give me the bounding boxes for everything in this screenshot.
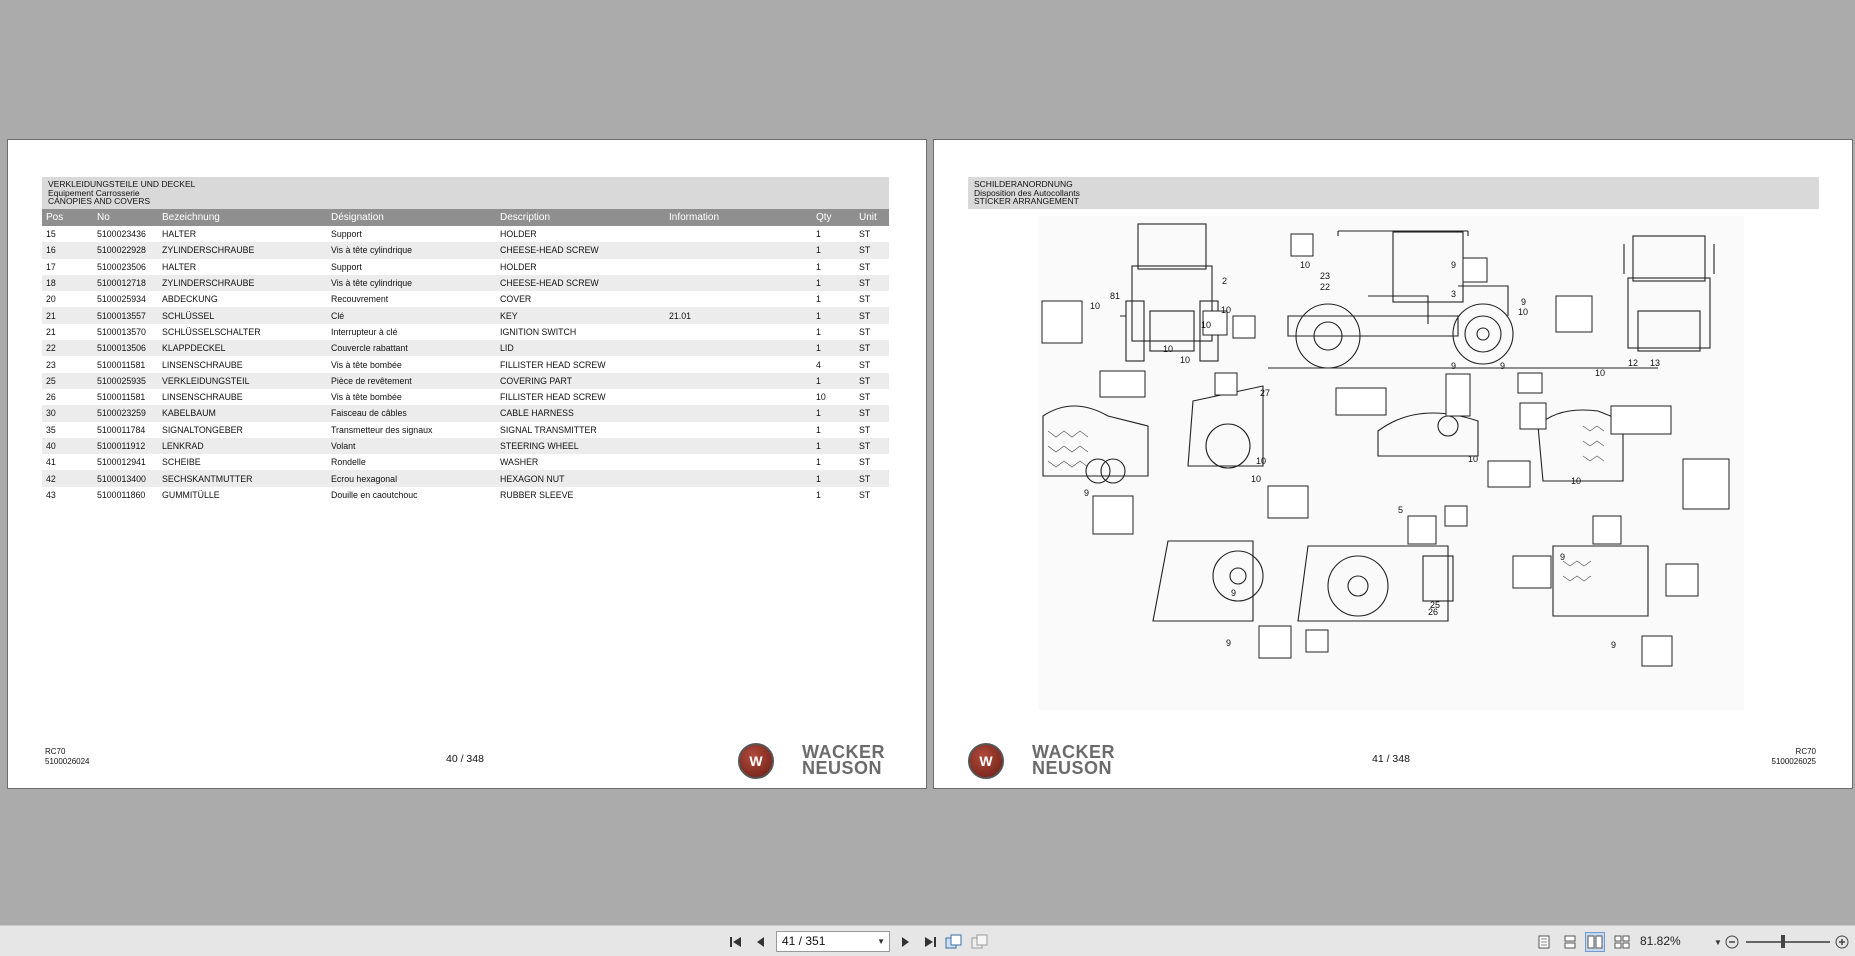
- section-header: [968, 177, 1819, 209]
- cell-designation: Support: [331, 261, 362, 272]
- cell-designation: Volant: [327, 438, 496, 454]
- table-header-row: [42, 209, 889, 226]
- cell-information: [665, 226, 812, 242]
- cell-qty: 4: [816, 359, 821, 370]
- cell-no: 5100012718: [93, 275, 158, 291]
- cell-bezeichnung: SCHLÜSSELSCHALTER: [162, 326, 261, 337]
- callout-label: 9: [1451, 260, 1457, 270]
- sticker-arrangement-drawing: [1038, 216, 1744, 710]
- cell-description: HOLDER: [500, 261, 537, 272]
- cell-no: 5100011912: [93, 438, 158, 454]
- callout-label: 10: [1300, 260, 1311, 270]
- logo-line-2: NEUSON: [1032, 758, 1113, 778]
- callout-label: 10: [1090, 301, 1101, 311]
- cell-no: 5100011784: [97, 424, 146, 435]
- callout-label: 25: [1430, 600, 1441, 610]
- cell-unit: ST: [859, 424, 871, 435]
- cell-description: STEERING WHEEL: [496, 438, 665, 454]
- callout-label: 10: [1201, 320, 1212, 330]
- cell-designation: Transmetteur des signaux: [331, 424, 433, 435]
- cell-designation: Interrupteur à clé: [331, 326, 398, 337]
- cell-bezeichnung: HALTER: [162, 261, 197, 272]
- cell-no: 5100011581: [97, 359, 146, 370]
- dropdown-arrow-icon[interactable]: ▼: [877, 937, 885, 946]
- cell-unit: ST: [855, 373, 889, 389]
- cell-description: RUBBER SLEEVE: [500, 489, 574, 500]
- cell-unit: ST: [859, 392, 871, 403]
- cell-designation: Rondelle: [331, 457, 366, 468]
- cell-information: [665, 405, 812, 421]
- callout-label: 10: [1571, 476, 1582, 486]
- zoom-dropdown-icon[interactable]: ▼: [1714, 937, 1722, 947]
- cell-no: 5100023506: [97, 261, 146, 272]
- col-no: No: [93, 209, 158, 226]
- cell-bezeichnung: SCHEIBE: [162, 457, 201, 468]
- cell-no: 5100023436: [97, 229, 146, 240]
- callout-label: 9: [1084, 488, 1090, 498]
- first-page-icon[interactable]: [726, 932, 746, 952]
- cell-information: [665, 259, 812, 275]
- cell-bezeichnung: LENKRAD: [158, 438, 327, 454]
- table-row: [42, 275, 889, 291]
- table-row: [42, 291, 889, 307]
- cell-pos: 20: [46, 294, 56, 305]
- cell-bezeichnung: LINSENSCHRAUBE: [162, 392, 243, 403]
- cell-information: [665, 422, 812, 438]
- logo-line-1: WACKER: [802, 742, 885, 762]
- next-page-icon[interactable]: [896, 932, 916, 952]
- table-row: [42, 356, 889, 372]
- cell-no: 5100013570: [97, 326, 146, 337]
- cell-designation: Ecrou hexagonal: [327, 470, 496, 486]
- cell-no: 5100013506: [93, 340, 158, 356]
- logo-emblem-icon: [738, 743, 774, 779]
- cell-description: CABLE HARNESS: [496, 405, 665, 421]
- callout-label: 2: [1222, 276, 1228, 286]
- header-line-en: STICKER ARRANGEMENT: [974, 196, 1079, 207]
- page-number: 41 / 348: [1372, 753, 1410, 765]
- table-row: [42, 389, 889, 405]
- cell-pos: 17: [46, 261, 56, 272]
- cell-no: 5100012941: [97, 457, 146, 468]
- cell-pos: 42: [42, 470, 93, 486]
- cell-description: HEXAGON NUT: [496, 470, 665, 486]
- cell-bezeichnung: SIGNALTONGEBER: [162, 424, 243, 435]
- cell-unit: ST: [859, 457, 871, 468]
- cell-unit: ST: [855, 307, 889, 323]
- callout-label: 81: [1110, 291, 1121, 301]
- cell-qty: 1: [816, 261, 821, 272]
- cell-designation: Pièce de revêtement: [327, 373, 496, 389]
- callout-label: 12: [1628, 358, 1639, 368]
- cell-qty: 1: [816, 229, 821, 240]
- wacker-neuson-logo: [738, 741, 888, 783]
- model-name: RC70: [45, 747, 66, 756]
- cell-pos: 43: [46, 489, 56, 500]
- cell-bezeichnung: GUMMITÜLLE: [162, 489, 220, 500]
- cell-pos: 40: [42, 438, 93, 454]
- header-line-de: VERKLEIDUNGSTEILE UND DECKEL: [48, 179, 196, 189]
- cell-bezeichnung: VERKLEIDUNGSTEIL: [158, 373, 327, 389]
- cell-pos: 35: [46, 424, 56, 435]
- cell-pos: 25: [42, 373, 93, 389]
- parts-table-body: [42, 226, 889, 503]
- cell-description: LID: [496, 340, 665, 356]
- col-qty: Qty: [812, 209, 855, 226]
- cell-no: 5100013557: [93, 307, 158, 323]
- zoom-level[interactable]: 81.82%: [1640, 934, 1681, 948]
- prev-page-icon[interactable]: [750, 932, 770, 952]
- cell-qty: 1: [812, 470, 855, 486]
- cell-bezeichnung: ZYLINDERSCHRAUBE: [158, 242, 327, 258]
- cell-description: SIGNAL TRANSMITTER: [500, 424, 597, 435]
- cell-pos: 41: [46, 457, 56, 468]
- zoom-out-icon[interactable]: [1722, 932, 1742, 952]
- cell-no: 5100011860: [97, 489, 146, 500]
- cell-pos: 21: [42, 307, 93, 323]
- callout-label: 10: [1256, 456, 1267, 466]
- cell-designation: Clé: [327, 307, 496, 323]
- cell-unit: ST: [855, 340, 889, 356]
- col-description: Description: [496, 209, 665, 226]
- left-page: [7, 139, 927, 789]
- header-line-fr: Equipement Carrosserie: [48, 187, 140, 198]
- callout-label: 10: [1163, 344, 1174, 354]
- callout-label: 10: [1518, 307, 1529, 317]
- cell-qty: 1: [812, 340, 855, 356]
- cell-information: [665, 291, 812, 307]
- cell-qty: 1: [812, 307, 855, 323]
- callout-label: 13: [1650, 358, 1661, 368]
- doc-number: 5100026025: [1771, 756, 1816, 766]
- cell-bezeichnung: KLAPPDECKEL: [158, 340, 327, 356]
- callout-label: 9: [1500, 361, 1506, 371]
- table-row: [42, 242, 889, 258]
- table-row: [42, 307, 889, 323]
- footer-model-info: [45, 747, 90, 766]
- cell-information: [665, 356, 812, 372]
- table-row: [42, 470, 889, 486]
- cell-bezeichnung: SCHLÜSSEL: [158, 307, 327, 323]
- cell-description: FILLISTER HEAD SCREW: [500, 392, 606, 403]
- cell-qty: 1: [816, 489, 821, 500]
- cell-information: [665, 438, 812, 454]
- cell-unit: ST: [855, 275, 889, 291]
- cell-information: [665, 470, 812, 486]
- cell-unit: ST: [859, 229, 871, 240]
- cell-qty: 1: [812, 275, 855, 291]
- cell-information: [665, 340, 812, 356]
- col-pos: Pos: [42, 209, 93, 226]
- cell-unit: ST: [855, 438, 889, 454]
- cell-information: [665, 242, 812, 258]
- cell-no: 5100013400: [93, 470, 158, 486]
- cell-qty: 10: [816, 392, 826, 403]
- cell-description: CHEESE-HEAD SCREW: [496, 242, 665, 258]
- cell-qty: 1: [816, 294, 821, 305]
- cell-bezeichnung: LINSENSCHRAUBE: [162, 359, 243, 370]
- col-information: Information: [665, 209, 812, 226]
- cell-information: [665, 324, 812, 340]
- paste-page-icon[interactable]: [970, 932, 990, 952]
- page-number-field[interactable]: [776, 931, 890, 952]
- cell-description: KEY: [496, 307, 665, 323]
- cell-unit: ST: [859, 294, 871, 305]
- cell-description: WASHER: [500, 457, 539, 468]
- callout-label: 10: [1221, 305, 1232, 315]
- cell-bezeichnung: SECHSKANTMUTTER: [158, 470, 327, 486]
- callout-label: 3: [1451, 289, 1457, 299]
- page-number: 40 / 348: [446, 753, 484, 765]
- wacker-neuson-logo: [968, 741, 1118, 783]
- col-unit: Unit: [855, 209, 889, 226]
- callout-label: 9: [1226, 638, 1232, 648]
- cell-information: [665, 389, 812, 405]
- cell-pos: 23: [46, 359, 56, 370]
- table-row: [42, 340, 889, 356]
- callout-label: 27: [1260, 388, 1271, 398]
- callout-label: 23: [1320, 271, 1331, 281]
- cell-no: 5100022928: [93, 242, 158, 258]
- cell-information: [665, 487, 812, 503]
- header-line-en: CANOPIES AND COVERS: [48, 196, 151, 207]
- parts-table: [42, 209, 889, 503]
- cell-pos: 21: [46, 326, 56, 337]
- table-row: [42, 454, 889, 470]
- cell-unit: ST: [855, 470, 889, 486]
- logo-line-2: NEUSON: [802, 758, 883, 778]
- table-row: [42, 422, 889, 438]
- two-page-continuous-icon[interactable]: [1612, 932, 1632, 952]
- continuous-view-icon[interactable]: [1560, 932, 1580, 952]
- cell-no: 5100025935: [93, 373, 158, 389]
- cell-description: CHEESE-HEAD SCREW: [496, 275, 665, 291]
- cell-bezeichnung: HALTER: [162, 229, 197, 240]
- cell-description: FILLISTER HEAD SCREW: [500, 359, 606, 370]
- callout-label: 9: [1521, 297, 1527, 307]
- callout-label: 9: [1611, 640, 1617, 650]
- right-page: [933, 139, 1853, 789]
- cell-designation: Faisceau de câbles: [327, 405, 496, 421]
- cell-qty: 1: [812, 405, 855, 421]
- table-row: [42, 373, 889, 389]
- cell-unit: ST: [859, 489, 871, 500]
- callout-label: 9: [1451, 361, 1457, 371]
- col-bezeichnung: Bezeichnung: [158, 209, 327, 226]
- cell-unit: ST: [859, 359, 871, 370]
- cell-bezeichnung: KABELBAUM: [158, 405, 327, 421]
- zoom-slider-track[interactable]: [1746, 941, 1830, 943]
- col-designation: Désignation: [327, 209, 496, 226]
- cell-information: [665, 454, 812, 470]
- cell-designation: Couvercle rabattant: [327, 340, 496, 356]
- cell-no: 5100011581: [97, 392, 146, 403]
- cell-qty: 1: [816, 424, 821, 435]
- cell-information: [665, 275, 812, 291]
- table-row: [42, 438, 889, 454]
- cell-designation: Vis à tête bombée: [331, 359, 402, 370]
- cell-designation: Support: [331, 229, 362, 240]
- single-page-view-icon[interactable]: [1534, 932, 1554, 952]
- callout-label: 10: [1468, 454, 1479, 464]
- callout-label: 5: [1398, 505, 1404, 515]
- cell-unit: ST: [859, 261, 871, 272]
- callout-label: 10: [1251, 474, 1262, 484]
- table-row: [42, 405, 889, 421]
- callout-label: 10: [1180, 355, 1191, 365]
- cell-description: COVER: [500, 294, 532, 305]
- table-row: [42, 259, 889, 275]
- cell-description: COVERING PART: [496, 373, 665, 389]
- viewer-toolbar: [0, 925, 1855, 956]
- section-header: [42, 177, 889, 209]
- cell-pos: 22: [42, 340, 93, 356]
- table-row: [42, 487, 889, 503]
- callout-label: 22: [1320, 282, 1331, 292]
- footer-model-info: [1772, 747, 1817, 766]
- cell-unit: ST: [855, 242, 889, 258]
- zoom-slider-handle[interactable]: [1781, 935, 1785, 948]
- callout-label: 9: [1231, 588, 1237, 598]
- header-line-de: SCHILDERANORDNUNG: [974, 179, 1073, 189]
- page-number-value: 41 / 351: [782, 934, 826, 948]
- copy-page-icon[interactable]: [944, 932, 964, 952]
- cell-information: [665, 373, 812, 389]
- cell-unit: ST: [859, 326, 871, 337]
- cell-qty: 1: [812, 242, 855, 258]
- cell-pos: 26: [46, 392, 56, 403]
- doc-number: 5100026024: [45, 756, 90, 766]
- model-name: RC70: [1795, 747, 1816, 756]
- cell-pos: 15: [46, 229, 56, 240]
- cell-no: 5100023259: [93, 405, 158, 421]
- cell-no: 5100025934: [97, 294, 146, 305]
- cell-pos: 18: [42, 275, 93, 291]
- callout-label: 26: [1428, 607, 1439, 617]
- cell-designation: Vis à tête cylindrique: [327, 242, 496, 258]
- cell-designation: Vis à tête bombée: [331, 392, 402, 403]
- cell-bezeichnung: ABDECKUNG: [162, 294, 218, 305]
- cell-qty: 1: [816, 326, 821, 337]
- cell-qty: 1: [816, 457, 821, 468]
- logo-line-1: WACKER: [1032, 742, 1115, 762]
- cell-unit: ST: [855, 405, 889, 421]
- callout-label: 10: [1595, 368, 1606, 378]
- zoom-in-icon[interactable]: [1832, 932, 1852, 952]
- cell-description: HOLDER: [500, 229, 537, 240]
- header-line-fr: Disposition des Autocollants: [974, 187, 1080, 198]
- cell-designation: Recouvrement: [331, 294, 389, 305]
- last-page-icon[interactable]: [920, 932, 940, 952]
- cell-pos: 30: [42, 405, 93, 421]
- logo-emblem-icon: [968, 743, 1004, 779]
- cell-designation: Vis à tête cylindrique: [327, 275, 496, 291]
- two-page-view-icon[interactable]: [1585, 932, 1605, 952]
- cell-description: IGNITION SWITCH: [500, 326, 577, 337]
- cell-qty: 1: [812, 373, 855, 389]
- table-row: [42, 226, 889, 242]
- cell-bezeichnung: ZYLINDERSCHRAUBE: [158, 275, 327, 291]
- cell-designation: Douille en caoutchouc: [331, 489, 418, 500]
- callout-label: 9: [1560, 552, 1566, 562]
- cell-information: 21.01: [665, 307, 812, 323]
- table-row: [42, 324, 889, 340]
- cell-qty: 1: [812, 438, 855, 454]
- cell-pos: 16: [42, 242, 93, 258]
